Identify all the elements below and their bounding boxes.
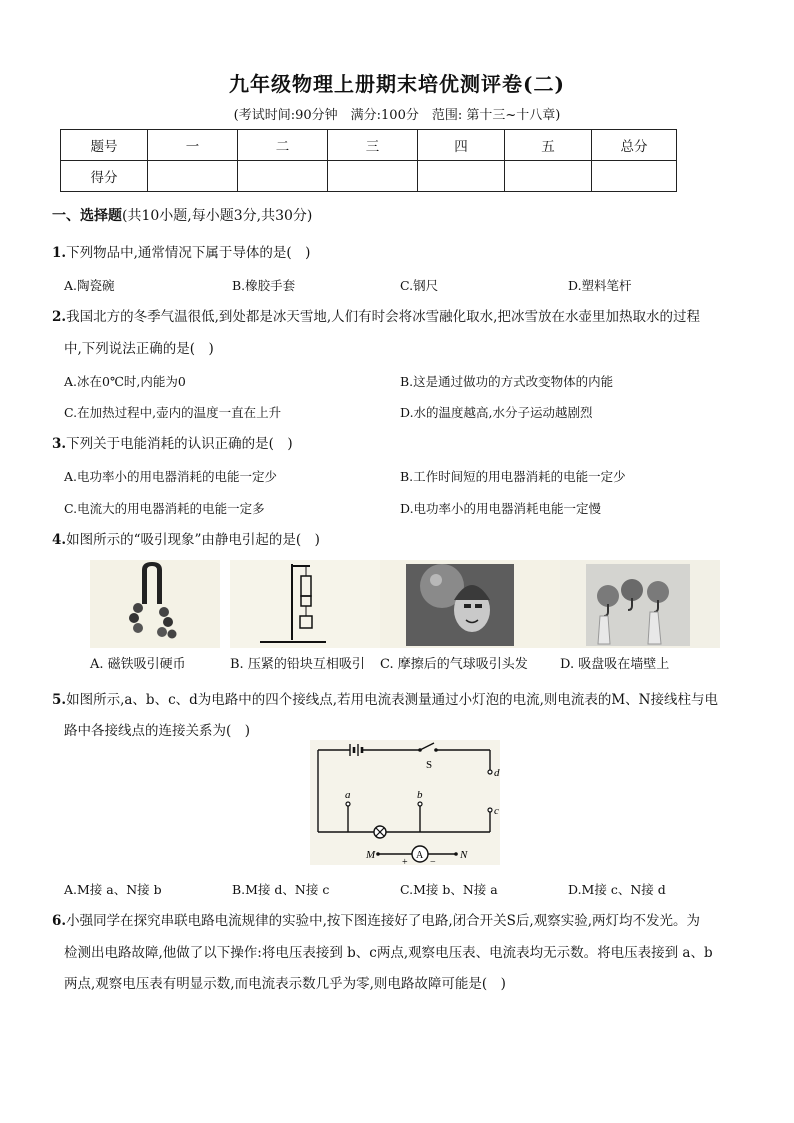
question-5 <box>52 691 718 709</box>
question-text-line: 路中各接线点的连接关系为( ) <box>64 723 251 739</box>
question-number: 2. <box>52 309 67 325</box>
option: C.钢尺 <box>400 278 439 293</box>
question-text-line: 检测出电路故障,他做了以下操作:将电压表接到 b、c两点,观察电压表、电流表均无示数。将电压表接到 a、b <box>64 945 713 961</box>
question-text: 我国北方的冬季气温很低,到处都是冰天雪地,人们有时会将冰雪融化取水,把冰雪放在水壶里加热取水的过程 <box>66 309 700 325</box>
score-input-cell <box>592 161 677 192</box>
question-number: 4. <box>52 532 67 548</box>
question-text: 小强同学在探究串联电路电流规律的实验中,按下图连接好了电路,闭合开关S后,观察实验,两灯均不发光。为 <box>66 913 701 929</box>
question-text-line: 两点,观察电压表有明显示数,而电流表示数几乎为零,则电路故障可能是( ) <box>64 976 506 992</box>
circuit-diagram <box>310 740 500 865</box>
question-3 <box>52 435 293 453</box>
balloon-hair-icon <box>380 560 560 648</box>
option: B.M接 d、N接 c <box>232 882 330 897</box>
score-input-cell <box>418 161 505 192</box>
question-4 <box>52 531 320 549</box>
terminal-c-label: c <box>494 805 499 817</box>
exam-subtitle: (考试时间:90分钟 满分:100分 范围: 第十三~十八章) <box>233 108 561 123</box>
ammeter-label: A <box>416 850 424 861</box>
section-note: (共10小题,每小题3分,共30分) <box>122 208 313 224</box>
figure-balloon-hair <box>380 560 560 672</box>
question-number: 6. <box>52 913 67 929</box>
terminal-n-label: N <box>460 849 468 861</box>
option: B.工作时间短的用电器消耗的电能一定少 <box>400 469 626 484</box>
figure-suction-cups <box>560 560 720 672</box>
plus-sign: + <box>402 857 408 865</box>
score-input-cell <box>505 161 592 192</box>
question-text: 下列关于电能消耗的认识正确的是( ) <box>66 436 293 452</box>
score-input-cell <box>238 161 328 192</box>
option: A.M接 a、N接 b <box>64 882 162 897</box>
question-number: 3. <box>52 436 67 452</box>
score-input-cell <box>148 161 238 192</box>
option: C.在加热过程中,壶内的温度一直在上升 <box>64 405 282 420</box>
score-cell: 五 <box>505 130 592 161</box>
terminal-b-label: b <box>417 789 423 801</box>
question-text: 如图所示,a、b、c、d为电路中的四个接线点,若用电流表测量通过小灯泡的电流,则电流表的M、N接线柱与电 <box>66 692 718 708</box>
option: B.这是通过做功的方式改变物体的内能 <box>400 374 614 389</box>
minus-sign: − <box>430 857 436 865</box>
figure-magnet-coins <box>90 560 220 672</box>
option: D.电功率小的用电器消耗电能一定慢 <box>400 501 602 516</box>
question-text-line: 中,下列说法正确的是( ) <box>64 341 214 357</box>
figure-caption: D. 吸盘吸在墙壁上 <box>560 657 670 672</box>
figure-lead-blocks <box>230 560 380 672</box>
terminal-d-label: d <box>494 767 500 779</box>
terminal-a-label: a <box>345 789 351 801</box>
option: D.塑料笔杆 <box>568 278 632 293</box>
score-cell: 三 <box>328 130 418 161</box>
suction-cups-icon <box>560 560 720 648</box>
score-cell: 四 <box>418 130 505 161</box>
terminal-m-label: M <box>366 849 376 861</box>
exam-title: 九年级物理上册期末培优测评卷(二) <box>229 72 565 96</box>
option: D.水的温度越高,水分子运动越剧烈 <box>400 405 593 420</box>
option: A.冰在0℃时,内能为0 <box>64 374 186 389</box>
score-table <box>60 129 677 192</box>
option: D.M接 c、N接 d <box>568 882 666 897</box>
question-text: 下列物品中,通常情况下属于导体的是( ) <box>66 245 311 261</box>
lead-blocks-icon <box>230 560 380 648</box>
score-cell: 题号 <box>61 130 148 161</box>
section-title: 一、选择题 <box>52 208 122 224</box>
score-table-header-row <box>61 130 677 161</box>
score-cell: 二 <box>238 130 328 161</box>
question-text: 如图所示的“吸引现象”由静电引起的是( ) <box>66 532 320 548</box>
switch-label: S <box>426 759 433 771</box>
question-1 <box>52 244 310 262</box>
magnet-coins-icon <box>90 560 220 648</box>
question-4-figures <box>80 560 720 672</box>
question-6 <box>52 912 700 930</box>
option: A.电功率小的用电器消耗的电能一定少 <box>64 469 278 484</box>
option: C.电流大的用电器消耗的电能一定多 <box>64 501 265 516</box>
score-cell: 一 <box>148 130 238 161</box>
option: B.橡胶手套 <box>232 278 296 293</box>
figure-caption: C. 摩擦后的气球吸引头发 <box>380 657 528 672</box>
figure-caption: B. 压紧的铅块互相吸引 <box>230 657 365 672</box>
question-number: 5. <box>52 692 67 708</box>
question-2 <box>52 308 700 326</box>
score-cell: 总分 <box>592 130 677 161</box>
question-number: 1. <box>52 245 67 261</box>
score-cell: 得分 <box>61 161 148 192</box>
score-input-cell <box>328 161 418 192</box>
option: C.M接 b、N接 a <box>400 882 498 897</box>
option: A.陶瓷碗 <box>64 278 115 293</box>
figure-caption: A. 磁铁吸引硬币 <box>90 657 186 672</box>
score-table-score-row <box>61 161 677 192</box>
section-heading <box>52 205 312 225</box>
